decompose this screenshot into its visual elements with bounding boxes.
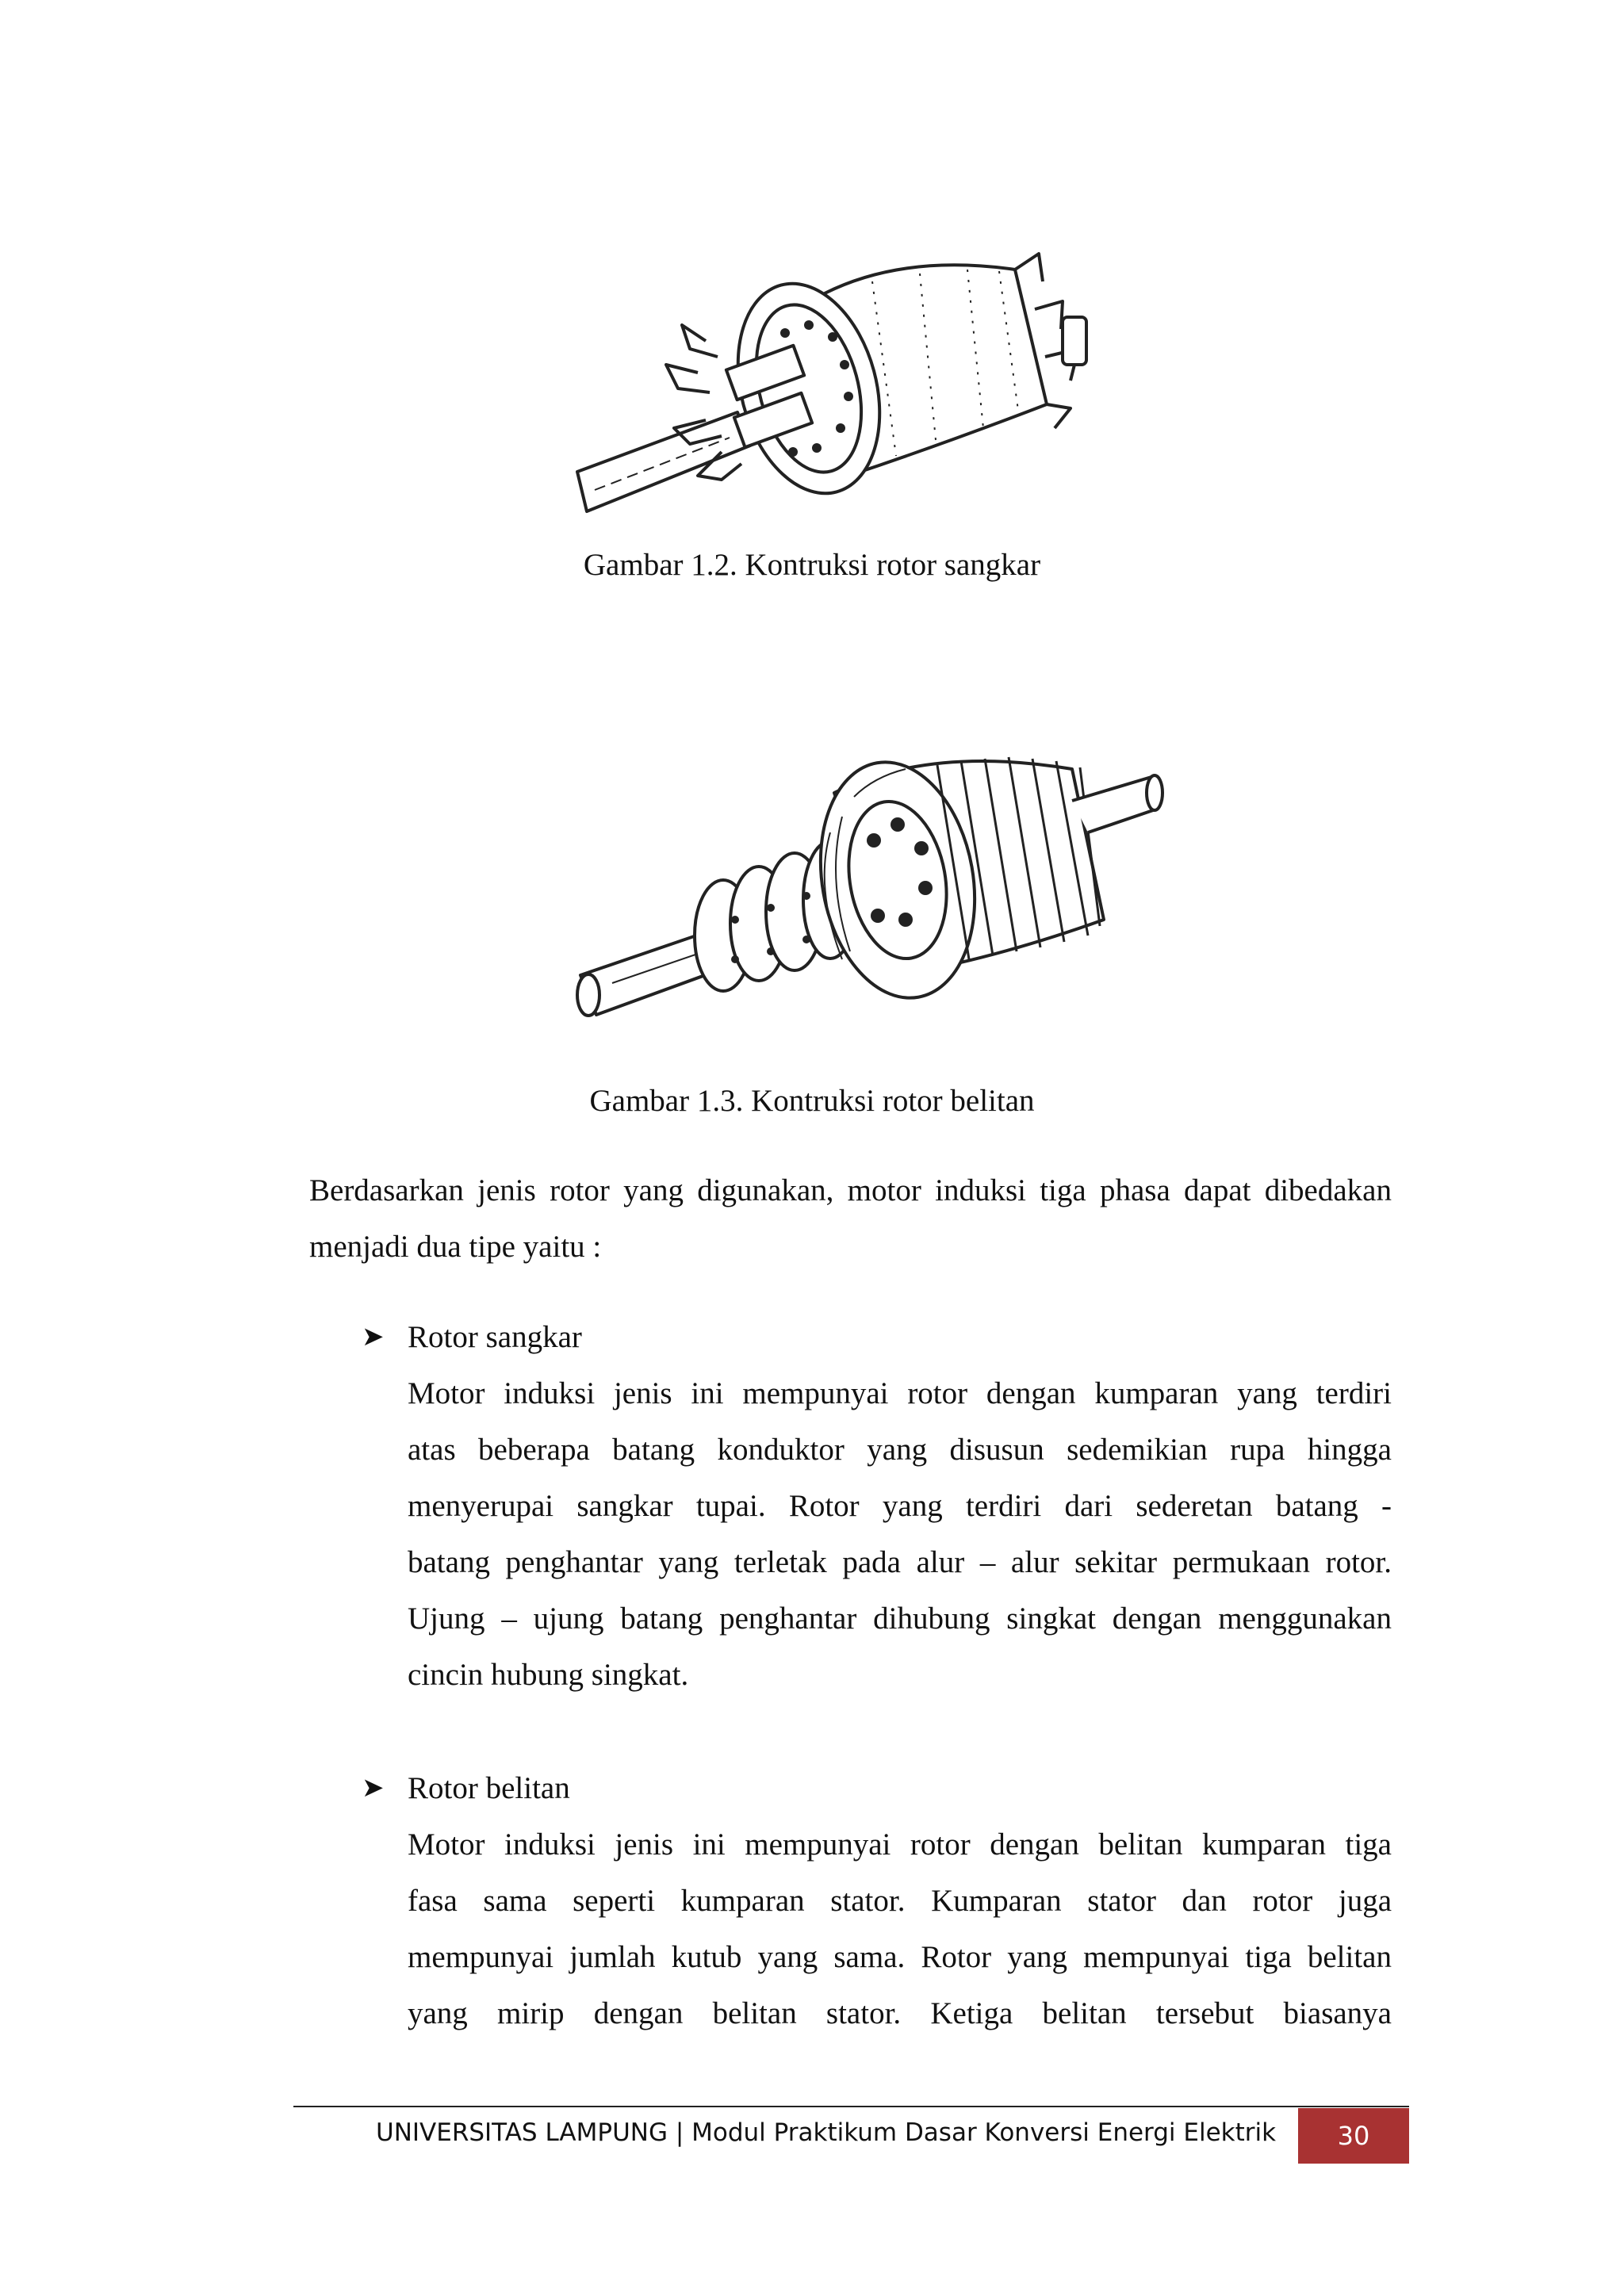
footer-rule bbox=[293, 2106, 1409, 2107]
arrow-bullet-icon: ➤ bbox=[362, 1774, 385, 1803]
list-item-title: Rotor belitan bbox=[408, 1771, 570, 1805]
list-item-title: Rotor sangkar bbox=[408, 1320, 582, 1354]
list-item-line: Motor induksi jenis ini mempunyai rotor dengan belitan kumparan tiga bbox=[408, 1827, 1392, 1862]
list-item-line: batang penghantar yang terletak pada alur – alur sekitar permukaan rotor. bbox=[408, 1545, 1392, 1579]
intro-line: menjadi dua tipe yaitu : bbox=[309, 1230, 602, 1264]
list-item-line: mempunyai jumlah kutub yang sama. Rotor yang mempunyai tiga belitan bbox=[408, 1940, 1392, 1974]
list-item-line: Motor induksi jenis ini mempunyai rotor dengan kumparan yang terdiri bbox=[408, 1376, 1392, 1410]
figure-caption-1-2: Gambar 1.2. Kontruksi rotor sangkar bbox=[583, 548, 1041, 582]
list-item-rotor-belitan bbox=[362, 1760, 1392, 2042]
arrow-bullet-icon: ➤ bbox=[362, 1322, 385, 1352]
footer-text: UNIVERSITAS LAMPUNG | Modul Praktikum Dasar Konversi Energi Elektrik bbox=[376, 2118, 1277, 2147]
page-number: 30 bbox=[1298, 2108, 1409, 2164]
squirrel-cage-rotor-figure bbox=[571, 238, 1094, 523]
intro-paragraph bbox=[309, 1162, 1392, 1275]
intro-line: Berdasarkan jenis rotor yang digunakan, motor induksi tiga phasa dapat dibedakan bbox=[309, 1173, 1392, 1207]
list-item-rotor-sangkar bbox=[362, 1309, 1392, 1703]
squirrel-cage-rotor-drawing-icon bbox=[571, 238, 1094, 523]
wound-rotor-drawing-icon bbox=[565, 721, 1167, 1023]
list-item-line: yang mirip dengan belitan stator. Ketiga belitan tersebut biasanya bbox=[408, 1996, 1392, 2030]
list-item-line: menyerupai sangkar tupai. Rotor yang terdiri dari sederetan batang - bbox=[408, 1489, 1392, 1523]
list-item-line: Ujung – ujung batang penghantar dihubung singkat dengan menggunakan bbox=[408, 1601, 1392, 1636]
list-item-line: cincin hubung singkat. bbox=[408, 1658, 689, 1692]
figure-caption-1-3: Gambar 1.3. Kontruksi rotor belitan bbox=[589, 1084, 1035, 1118]
list-item-line: fasa sama seperti kumparan stator. Kumparan stator dan rotor juga bbox=[408, 1884, 1392, 1918]
wound-rotor-figure bbox=[565, 721, 1167, 1023]
list-item-line: atas beberapa batang konduktor yang disusun sedemikian rupa hingga bbox=[408, 1433, 1392, 1467]
